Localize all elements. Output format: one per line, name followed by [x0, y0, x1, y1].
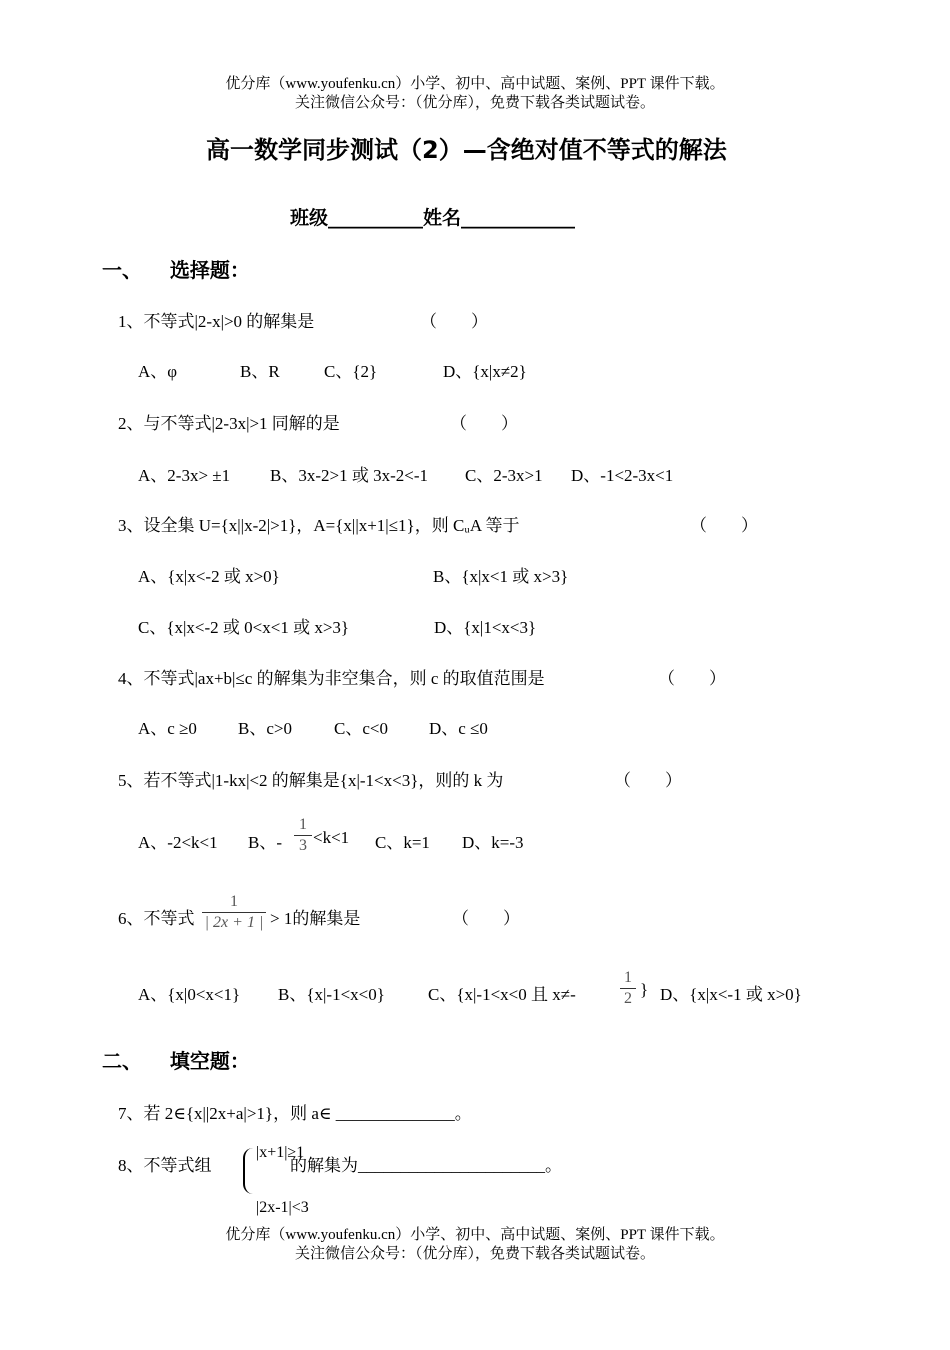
q4-stem: 4、不等式|ax+b|≤c 的解集为非空集合，则 c 的取值范围是	[118, 669, 545, 688]
q6c-frac-bar	[620, 988, 636, 989]
q2-option-b: B、3x-2>1 或 3x-2<-1	[270, 466, 428, 485]
q4-option-a: A、c ≥0	[138, 719, 197, 738]
q2-option-c: C、2-3x>1	[465, 466, 543, 485]
q6-stem-start: 6、不等式	[118, 909, 195, 928]
q8-stem-end: 的解集为______________________。	[290, 1156, 562, 1175]
q6-answer-paren: （ ）	[452, 909, 520, 928]
q6-frac-bar	[202, 912, 266, 913]
q4-answer-paren: （ ）	[658, 669, 726, 688]
q6-frac-numerator: 1	[230, 893, 238, 910]
footer-line-1: 优分库（www.youfenku.cn）小学、初中、高中试题、案例、PPT 课件下载。	[225, 1227, 725, 1243]
q6-option-a: A、{x|0<x<1}	[138, 985, 241, 1004]
q5-option-b-fraction	[294, 816, 312, 855]
q2-stem: 2、与不等式|2-3x|>1 同解的是	[118, 414, 340, 433]
q6-option-d: D、{x|x<-1 或 x>0}	[660, 985, 802, 1004]
q2-option-d: D、-1<2-3x<1	[571, 466, 674, 485]
page-title: 高一数学同步测试（2）—含绝对值不等式的解法	[206, 136, 727, 164]
q5-option-a: A、-2<k<1	[138, 833, 218, 852]
q3-stem: 3、设全集 U={x||x-2|>1}，A={x||x+1|≤1}，则 CᵤA 等于	[118, 516, 520, 535]
q5-option-c: C、k=1	[375, 833, 430, 852]
q1-stem: 1、不等式|2-x|>0 的解集是	[118, 312, 315, 331]
header-line-1: 优分库（www.youfenku.cn）小学、初中、高中试题、案例、PPT 课件下载。	[225, 76, 725, 92]
footer-line-2: 关注微信公众号：（优分库），免费下载各类试题试卷。	[294, 1246, 655, 1262]
q5-frac-numerator: 1	[299, 816, 307, 833]
q3-option-a: A、{x|x<-2 或 x>0}	[138, 567, 280, 586]
q3-answer-paren: （ ）	[690, 516, 758, 535]
q2-option-a: A、2-3x> ±1	[138, 466, 231, 485]
q1-answer-paren: （ ）	[420, 312, 488, 331]
q6-fraction	[202, 893, 266, 932]
q8-inequality-1: |x+1|≥1	[256, 1144, 305, 1161]
q6c-frac-numerator: 1	[624, 969, 632, 986]
q8-system-brace	[243, 1148, 255, 1194]
q4-option-c: C、c<0	[334, 719, 388, 738]
q3-option-b: B、{x|x<1 或 x>3}	[433, 567, 569, 586]
section-choice-heading: 一、 选择题：	[102, 258, 250, 282]
q7-stem: 7、若 2∈{x||2x+a|>1}，则 a∈ ______________。	[118, 1104, 472, 1123]
q1-option-a: A、φ	[138, 362, 178, 381]
q6-option-c-fraction	[620, 969, 636, 1008]
q6-stem-end: > 1的解集是	[270, 909, 361, 928]
q8-inequality-2: |2x-1|<3	[256, 1199, 309, 1216]
q6-option-c-close: }	[640, 980, 649, 999]
q4-option-d: D、c ≤0	[429, 719, 488, 738]
q1-option-d: D、{x|x≠2}	[443, 362, 527, 381]
q6-option-b: B、{x|-1<x<0}	[278, 985, 385, 1004]
q8-stem-start: 8、不等式组	[118, 1156, 212, 1175]
q5-stem: 5、若不等式|1-kx|<2 的解集是{x|-1<x<3}，则的 k 为	[118, 771, 504, 790]
q6-frac-denominator: | 2x + 1 |	[204, 914, 264, 931]
q5-option-d: D、k=-3	[462, 833, 524, 852]
q4-option-b: B、c>0	[238, 719, 292, 738]
q6c-frac-denominator: 2	[624, 990, 632, 1007]
q2-answer-paren: （ ）	[450, 414, 518, 433]
q5-option-b-rest: <k<1	[313, 828, 350, 847]
q3-option-c: C、{x|x<-2 或 0<x<1 或 x>3}	[138, 618, 350, 637]
header-line-2: 关注微信公众号：（优分库），免费下载各类试题试卷。	[294, 95, 655, 111]
section-fill-heading: 二、 填空题：	[102, 1049, 250, 1073]
class-name-line: 班级__________姓名____________	[290, 207, 576, 229]
q6-option-c: C、{x|-1<x<0 且 x≠-	[428, 985, 576, 1004]
q5-option-b: B、-	[248, 833, 282, 852]
q5-frac-bar	[294, 835, 312, 836]
q1-option-c: C、{2}	[324, 362, 378, 381]
q1-option-b: B、R	[240, 362, 280, 381]
q5-frac-denominator: 3	[299, 837, 307, 854]
q3-option-d: D、{x|1<x<3}	[434, 618, 537, 637]
q5-answer-paren: （ ）	[614, 771, 682, 790]
